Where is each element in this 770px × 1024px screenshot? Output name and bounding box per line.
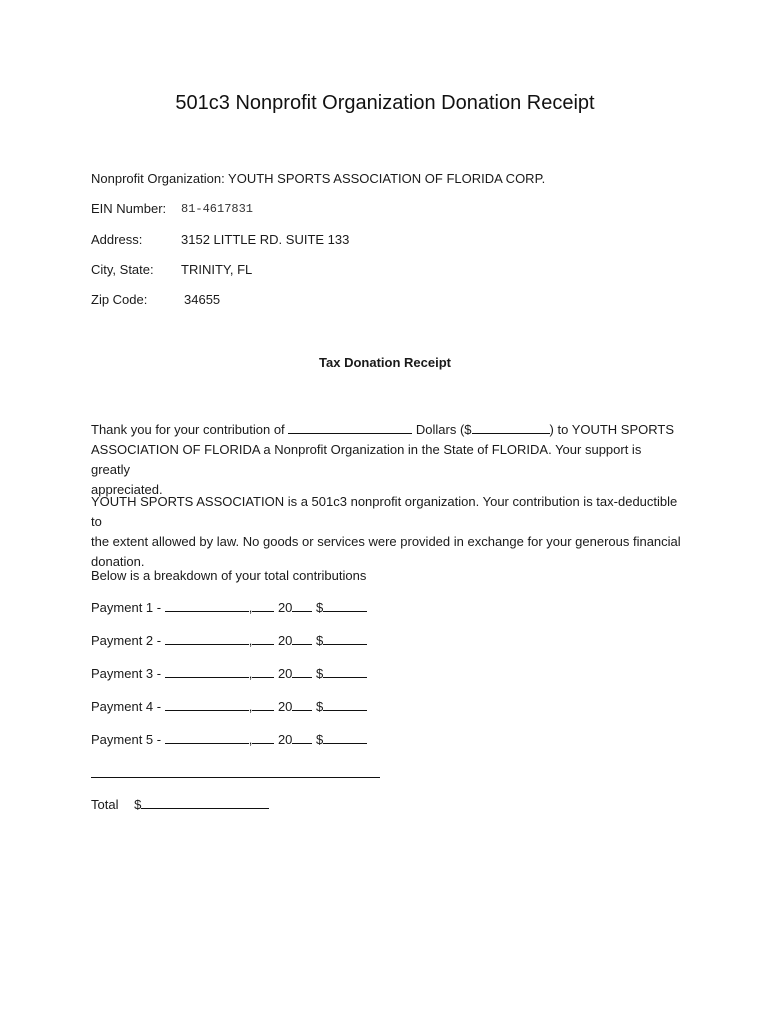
statement-line-1: YOUTH SPORTS ASSOCIATION is a 501c3 nonprofit organization. Your contribution is tax-deductible to xyxy=(91,494,678,529)
payment-day-field[interactable] xyxy=(252,731,274,744)
thanks-paragraph xyxy=(91,420,681,500)
zip-label: Zip Code: xyxy=(91,292,148,307)
payment-amount-field[interactable] xyxy=(323,599,367,612)
city-value: TRINITY, FL xyxy=(181,262,253,277)
payment-year-field[interactable] xyxy=(292,599,312,612)
statement-line-3: donation. xyxy=(91,554,145,569)
payment-date-field[interactable] xyxy=(165,599,249,612)
payment-row xyxy=(91,698,367,714)
total-amount-field[interactable] xyxy=(141,796,269,809)
address-label: Address: xyxy=(91,232,143,247)
total-dollar-sign: $ xyxy=(134,797,142,812)
address-row xyxy=(91,232,350,247)
breakdown-intro: Below is a breakdown of your total contributions xyxy=(91,568,367,583)
document-title: 501c3 Nonprofit Organization Donation Receipt xyxy=(175,92,595,114)
zip-row xyxy=(91,292,221,307)
thanks-text-1: Thank you for your contribution of xyxy=(91,422,289,437)
payment-label: Payment 1 - xyxy=(91,600,165,615)
payment-date-field[interactable] xyxy=(165,632,249,645)
payment-date-field[interactable] xyxy=(165,731,249,744)
payment-dollar-sign: $ xyxy=(316,732,324,747)
thanks-line-1 xyxy=(91,420,681,440)
ein-row xyxy=(91,201,254,216)
payment-year-field[interactable] xyxy=(292,665,312,678)
payment-separator: , xyxy=(248,633,253,648)
payment-year-field[interactable] xyxy=(292,632,312,645)
payment-row xyxy=(91,665,367,681)
payment-row xyxy=(91,632,367,648)
subtotal-rule xyxy=(91,777,380,778)
payment-amount-field[interactable] xyxy=(323,665,367,678)
payment-row xyxy=(91,599,367,615)
payment-year-prefix: 20 xyxy=(277,732,293,747)
statement-paragraph xyxy=(91,492,681,572)
payment-year-prefix: 20 xyxy=(277,666,293,681)
payment-label: Payment 5 - xyxy=(91,732,165,747)
payment-row xyxy=(91,731,367,747)
payment-amount-field[interactable] xyxy=(323,731,367,744)
total-label: Total xyxy=(91,797,119,812)
payment-year-field[interactable] xyxy=(292,731,312,744)
statement-line-2: the extent allowed by law. No goods or services were provided in exchange for your generous financial xyxy=(91,534,681,549)
payment-date-field[interactable] xyxy=(165,665,249,678)
payment-dollar-sign: $ xyxy=(316,699,324,714)
payment-day-field[interactable] xyxy=(252,599,274,612)
thanks-text-2: Dollars ($ xyxy=(412,422,472,437)
payment-year-prefix: 20 xyxy=(277,699,293,714)
payment-dollar-sign: $ xyxy=(316,600,324,615)
thanks-text-3: ) to YOUTH SPORTS xyxy=(549,422,675,437)
payment-year-field[interactable] xyxy=(292,698,312,711)
payment-label: Payment 4 - xyxy=(91,699,165,714)
payment-amount-field[interactable] xyxy=(323,698,367,711)
payment-date-field[interactable] xyxy=(165,698,249,711)
payment-dollar-sign: $ xyxy=(316,633,324,648)
payment-dollar-sign: $ xyxy=(316,666,324,681)
payment-day-field[interactable] xyxy=(252,632,274,645)
payment-label: Payment 2 - xyxy=(91,633,165,648)
payment-day-field[interactable] xyxy=(252,665,274,678)
payment-day-field[interactable] xyxy=(252,698,274,711)
thanks-line-3: appreciated. xyxy=(91,482,163,497)
org-name-line: Nonprofit Organization: YOUTH SPORTS ASSOCIATION OF FLORIDA CORP. xyxy=(91,171,546,186)
address-value: 3152 LITTLE RD. SUITE 133 xyxy=(181,232,350,247)
payment-label: Payment 3 - xyxy=(91,666,165,681)
section-heading: Tax Donation Receipt xyxy=(319,355,451,370)
payment-year-prefix: 20 xyxy=(277,600,293,615)
thanks-line-2: ASSOCIATION OF FLORIDA a Nonprofit Organization in the State of FLORIDA. Your support is greatly xyxy=(91,442,642,477)
ein-label: EIN Number: xyxy=(91,201,167,216)
payment-separator: , xyxy=(248,600,253,615)
zip-value: 34655 xyxy=(184,292,221,307)
payment-separator: , xyxy=(248,666,253,681)
ein-value: 81-4617831 xyxy=(181,202,254,216)
total-row xyxy=(91,796,269,812)
payment-separator: , xyxy=(248,699,253,714)
city-row xyxy=(91,262,253,277)
city-label: City, State: xyxy=(91,262,154,277)
payment-amount-field[interactable] xyxy=(323,632,367,645)
contribution-amount-words-field[interactable] xyxy=(288,421,412,434)
payment-separator: , xyxy=(248,732,253,747)
contribution-amount-dollars-field[interactable] xyxy=(472,421,550,434)
payment-year-prefix: 20 xyxy=(277,633,293,648)
